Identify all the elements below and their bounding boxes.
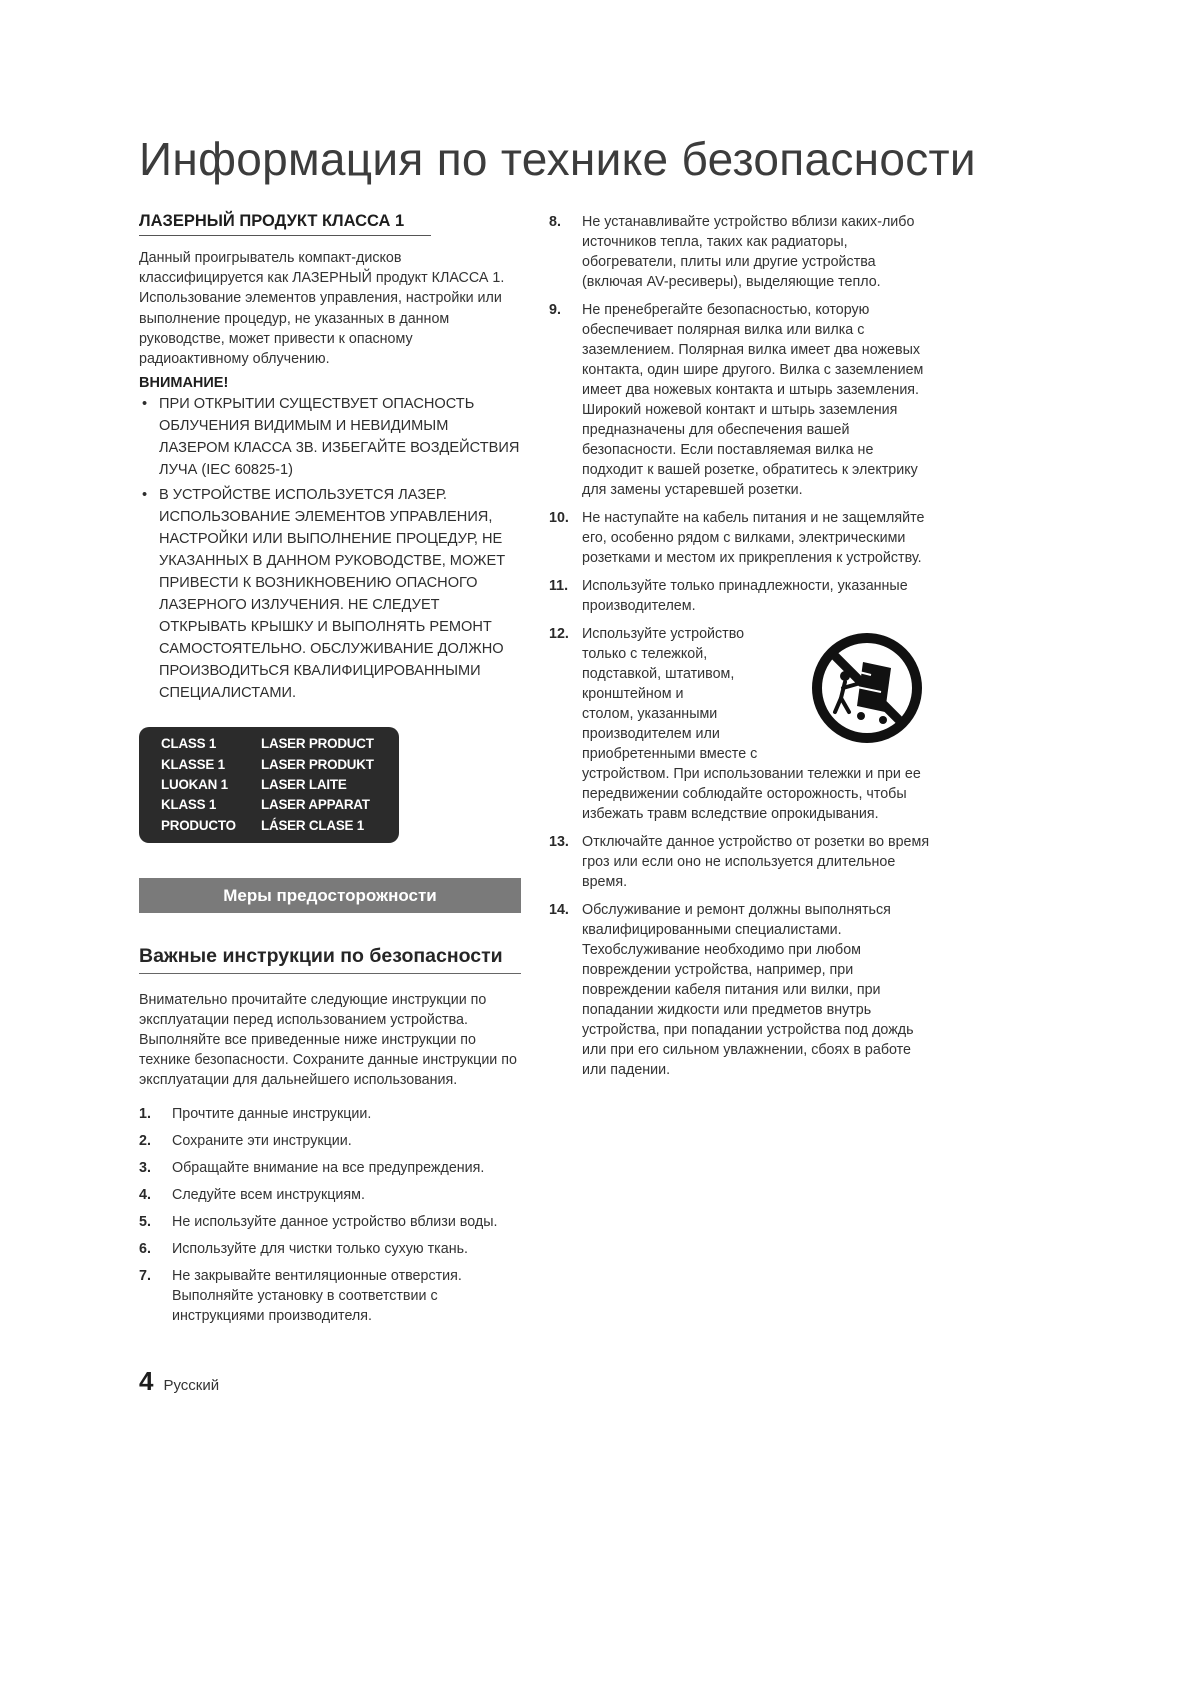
important-instructions-heading: Важные инструкции по безопасности — [139, 945, 521, 974]
laser-label-row: KLASSE 1 LASER PRODUKT — [161, 756, 374, 772]
instruction-item: 3. Обращайте внимание на все предупреждения. — [139, 1160, 485, 1177]
right-column — [549, 212, 931, 1088]
instruction-item: 5. Не используйте данное устройство вблизи воды. — [139, 1214, 498, 1231]
page-number: 4 — [139, 1366, 154, 1396]
warning-heading: ВНИМАНИЕ! — [139, 375, 229, 392]
instruction-list-right — [549, 212, 931, 1080]
laser-class-label — [139, 727, 399, 843]
bullet-icon: • — [142, 487, 148, 504]
page-title: Информация по технике безопасности — [139, 133, 976, 185]
instruction-item: 11. Используйте только принадлежности, указанные производителем. — [549, 578, 908, 614]
warning-list — [139, 393, 521, 704]
instruction-item: 14. Обслуживание и ремонт должны выполняться квалифицированными специалистами. Техобслуживание необходимо при любом повреждении устройства, например, при повреждении кабеля питания или вилки, при попадании жидкости или предметов внутрь устройства, при попадании устройства под дождь или при его сильном увлажнении, сбоях в работе или падении. — [549, 902, 914, 1078]
laser-description: Данный проигрыватель компакт-дисков классифицируется как ЛАЗЕРНЫЙ продукт КЛАССА 1. Использование элементов управления, настройки или выполнение процедур, не указанных в данном руководстве, может привести к опасному радиоактивному облучению. — [139, 250, 505, 368]
instruction-item: 10. Не наступайте на кабель питания и не защемляйте его, особенно рядом с вилками, электрическими розетками и местом их прикрепления к устройству. — [549, 510, 925, 566]
instruction-item: 13. Отключайте данное устройство от розетки во время гроз или если оно не используется длительное время. — [549, 834, 930, 890]
left-column — [139, 212, 521, 1333]
laser-label-row: CLASS 1 LASER PRODUCT — [161, 736, 374, 752]
laser-label-row: LUOKAN 1 LASER LAITE — [161, 777, 347, 793]
instruction-item: 1. Прочтите данные инструкции. — [139, 1106, 372, 1123]
instruction-item: 8. Не устанавливайте устройство вблизи каких-либо источников тепла, таких как радиаторы, обогреватели, плиты или другие устройства (включая AV-ресиверы), выделяющие тепло. — [549, 214, 915, 290]
cart-tip-over-warning-icon — [811, 632, 923, 744]
laser-label-row: KLASS 1 LASER APPARAT — [161, 797, 370, 813]
instruction-item: 4. Следуйте всем инструкциям. — [139, 1187, 365, 1204]
instruction-item: 6. Используйте для чистки только сухую ткань. — [139, 1241, 469, 1258]
bullet-icon: • — [142, 396, 148, 413]
instruction-list-left — [139, 1104, 521, 1326]
warning-item: • В УСТРОЙСТВЕ ИСПОЛЬЗУЕТСЯ ЛАЗЕР. ИСПОЛЬЗОВАНИЕ ЭЛЕМЕНТОВ УПРАВЛЕНИЯ, НАСТРОЙКИ ИЛИ ВЫПОЛНЕНИЕ ПРОЦЕДУР, НЕ УКАЗАННЫХ В ДАННОМ РУКОВОДСТВЕ, МОЖЕТ ПРИВЕСТИ К ВОЗНИКНОВЕНИЮ ОПАСНОГО ЛАЗЕРНОГО ИЗЛУЧЕНИЯ. НЕ СЛЕДУЕТ ОТКРЫВАТЬ КРЫШКУ И ВЫПОЛНЯТЬ РЕМОНТ САМОСТОЯТЕЛЬНО. ОБСЛУЖИВАНИЕ ДОЛЖНО ПРОИЗВОДИТЬСЯ КВАЛИФИЦИРОВАННЫМИ СПЕЦИАЛИСТАМИ. — [139, 484, 521, 704]
page-language: Русский — [163, 1377, 220, 1394]
instruction-item: 7. Не закрывайте вентиляционные отверстия. Выполняйте установку в соответствии с инструкциями производителя. — [139, 1268, 462, 1325]
laser-label-row: PRODUCTO LÁSER CLASE 1 — [161, 817, 365, 833]
instruction-item: 9. Не пренебрегайте безопасностью, которую обеспечивает полярная вилка или вилка с заземлением. Полярная вилка имеет два ножевых контакта, один шире другого. Вилка с заземлением имеет два ножевых контакта и штырь заземления. Широкий ножевой контакт и штырь заземления предназначены для обеспечения вашей безопасности. Если поставляемая вилка не подходит к вашей розетке, обратитесь к электрику для замены устаревшей розетки. — [549, 302, 924, 498]
warning-item: • ПРИ ОТКРЫТИИ СУЩЕСТВУЕТ ОПАСНОСТЬ ОБЛУЧЕНИЯ ВИДИМЫМ И НЕВИДИМЫМ ЛАЗЕРОМ КЛАССА 3В. ИЗБЕГАЙТЕ ВОЗДЕЙСТВИЯ ЛУЧА (IEC 60825-1) — [139, 393, 521, 481]
laser-heading: ЛАЗЕРНЫЙ ПРОДУКТ КЛАССА 1 — [139, 212, 431, 236]
instruction-item-cart: 12. Используйте устройство только с тележкой, подставкой, штативом, кронштейном и столом, указанными производителем или приобретенными вместе с устройством. При использовании тележки и при ее передвижении соблюдайте осторожность, чтобы избежать травм вследствие опрокидывания. — [549, 624, 931, 824]
precautions-section-bar: Меры предосторожности — [139, 878, 521, 913]
instruction-item: 2. Сохраните эти инструкции. — [139, 1133, 352, 1150]
instructions-intro: Внимательно прочитайте следующие инструкции по эксплуатации перед использованием устройства. Выполняйте все приведенные ниже инструкции по технике безопасности. Сохраните данные инструкции по эксплуатации для дальнейшего использования. — [139, 992, 517, 1089]
page-footer — [139, 1366, 219, 1397]
